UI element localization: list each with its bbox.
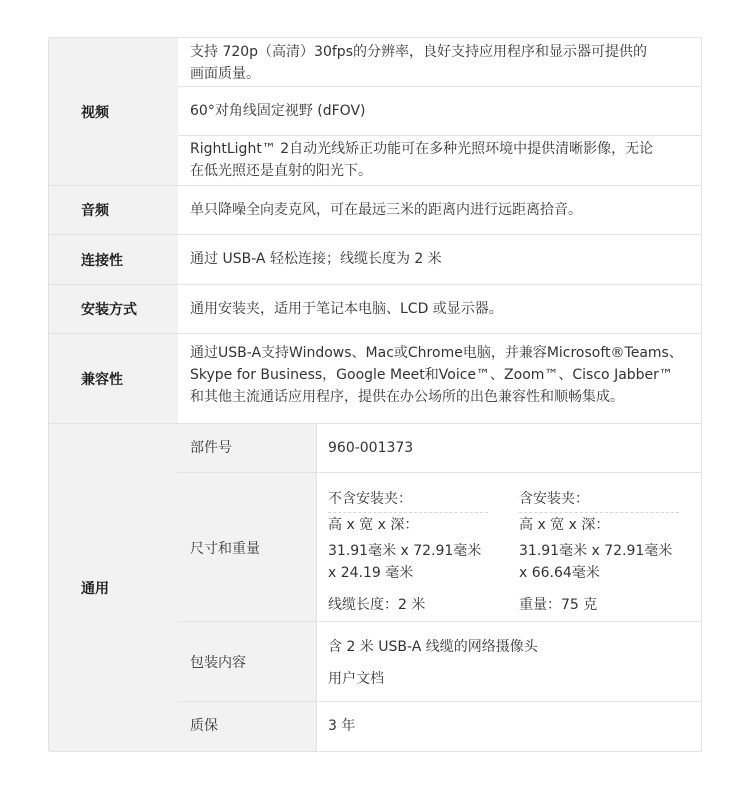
- video-rightlight-line: RightLight™ 2自动光线矫正功能可在多种光照环境中提供清晰影像，无论: [190, 141, 654, 157]
- package-row: [178, 622, 701, 702]
- with-clip-weight: 重量：75 克: [519, 597, 598, 613]
- category-label: 音频: [81, 203, 109, 219]
- warranty-value: 3 年: [328, 718, 356, 734]
- audio-row: [178, 186, 701, 235]
- category-mounting: [49, 285, 178, 334]
- without-clip-dims-value: x 24.19 毫米: [328, 565, 414, 581]
- connectivity-text: 通过 USB-A 轻松连接；线缆长度为 2 米: [190, 251, 442, 267]
- category-label: 安装方式: [81, 302, 137, 318]
- category-label: 连接性: [81, 252, 123, 269]
- category-audio: [49, 186, 178, 235]
- video-rightlight-row: [178, 136, 701, 186]
- with-clip-divider: [519, 512, 679, 513]
- dimensions-row: [178, 473, 701, 622]
- warranty-label: 质保: [190, 718, 218, 734]
- video-resolution-row: [178, 38, 701, 87]
- package-label-cell: [178, 622, 317, 701]
- video-resolution-line: 画面质量。: [190, 66, 260, 82]
- package-item: 含 2 米 USB-A 线缆的网络摄像头: [328, 639, 538, 655]
- video-fov-row: [178, 87, 701, 136]
- with-clip-dims-value: x 66.64毫米: [519, 565, 600, 581]
- part-number-label-cell: [178, 424, 317, 472]
- compatibility-row: [178, 334, 701, 424]
- package-label: 包装内容: [190, 655, 246, 671]
- video-fov-text: 60°对角线固定视野 (dFOV): [190, 103, 366, 119]
- package-value-cell: [317, 622, 701, 701]
- category-label: 通用: [81, 580, 109, 597]
- mounting-text: 通用安装夹，适用于笔记本电脑、LCD 或显示器。: [190, 301, 503, 317]
- category-video: [49, 38, 178, 186]
- part-number-row: [178, 424, 701, 473]
- with-clip-dims-value: 31.91毫米 x 72.91毫米: [519, 543, 673, 559]
- mounting-row: [178, 285, 701, 334]
- with-clip-dims-label: 高 x 宽 x 深：: [519, 517, 610, 533]
- category-label: 兼容性: [81, 371, 123, 388]
- part-number-value-cell: [317, 424, 701, 472]
- video-rightlight-line: 在低光照还是直射的阳光下。: [190, 163, 372, 179]
- category-label: 视频: [81, 104, 109, 121]
- compatibility-line: 和其他主流通话应用程序，提供在办公场所的出色兼容性和顺畅集成。: [190, 389, 624, 405]
- compatibility-line: Skype for Business，Google Meet和Voice™、Zoom™、Cisco Jabber™: [190, 367, 673, 383]
- category-compatibility: [49, 334, 178, 424]
- without-clip-title: 不含安装夹：: [328, 491, 412, 507]
- without-clip-divider: [328, 512, 488, 513]
- dimensions-label-cell: [178, 473, 317, 621]
- category-general: [49, 424, 178, 752]
- package-item: 用户文档: [328, 671, 384, 687]
- dimensions-value-cell: [317, 473, 701, 621]
- part-number-value: 960-001373: [328, 440, 414, 456]
- connectivity-row: [178, 235, 701, 285]
- with-clip-title: 含安装夹：: [519, 491, 589, 507]
- warranty-value-cell: [317, 702, 701, 751]
- warranty-label-cell: [178, 702, 317, 751]
- audio-mic-text: 单只降噪全向麦克风，可在最远三米的距离内进行远距离拾音。: [190, 202, 582, 218]
- without-clip-dims-label: 高 x 宽 x 深：: [328, 517, 419, 533]
- without-clip-dims-value: 31.91毫米 x 72.91毫米: [328, 543, 482, 559]
- dimensions-label: 尺寸和重量: [190, 541, 260, 557]
- video-resolution-line: 支持 720p（高清）30fps的分辨率，良好支持应用程序和显示器可提供的: [190, 44, 647, 60]
- compatibility-line: 通过USB-A支持Windows、Mac或Chrome电脑，并兼容Microsoft®Teams、: [190, 345, 683, 361]
- category-connectivity: [49, 235, 178, 285]
- spec-table: [48, 37, 702, 751]
- part-number-label: 部件号: [190, 440, 232, 456]
- without-clip-cable-length: 线缆长度：2 米: [328, 597, 426, 613]
- warranty-row: [178, 702, 701, 752]
